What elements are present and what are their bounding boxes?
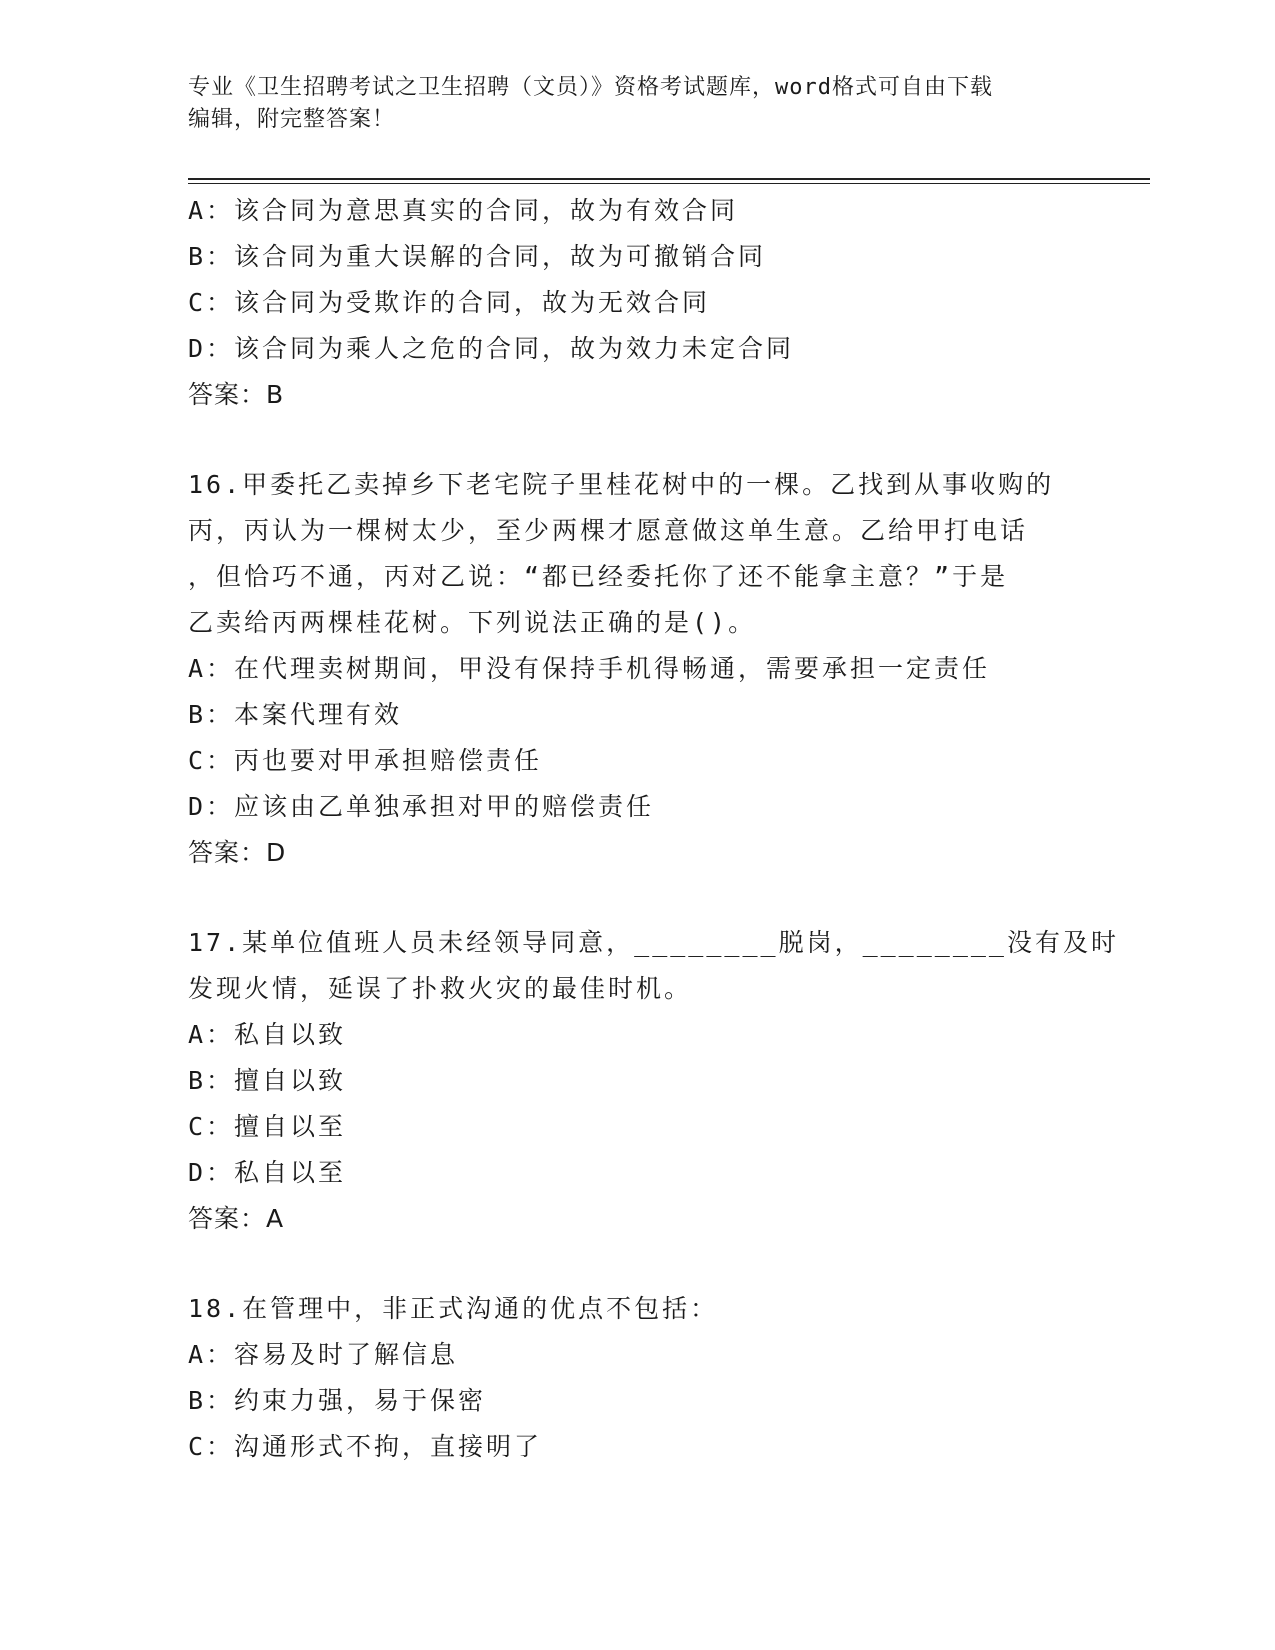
option-a: A：私自以致 <box>188 1020 347 1049</box>
option-c: C：沟通形式不拘，直接明了 <box>188 1432 543 1461</box>
answer: 答案：A <box>188 1204 285 1233</box>
header-rule-thin <box>188 183 1150 184</box>
question-text-line: 16.甲委托乙卖掉乡下老宅院子里桂花树中的一棵。乙找到从事收购的 <box>188 470 1055 499</box>
option-b: B：约束力强，易于保密 <box>188 1386 487 1415</box>
option-a: A：在代理卖树期间，甲没有保持手机得畅通，需要承担一定责任 <box>188 654 991 683</box>
question-text-line: 发现火情，延误了扑救火灾的最佳时机。 <box>188 974 693 1003</box>
option-c: C：丙也要对甲承担赔偿责任 <box>188 746 543 775</box>
option-c: C：擅自以至 <box>188 1112 347 1141</box>
option-a: A：容易及时了解信息 <box>188 1340 459 1369</box>
option-d: D：私自以至 <box>188 1158 347 1187</box>
answer: 答案：B <box>188 380 285 409</box>
header-line-1: 专业《卫生招聘考试之卫生招聘（文员）》资格考试题库，word格式可自由下载 <box>188 75 993 100</box>
option-d: D：该合同为乘人之危的合同，故为效力未定合同 <box>188 334 795 363</box>
question-text-line: 17.某单位值班人员未经领导同意，________脱岗，________没有及时 <box>188 928 1119 957</box>
question-list <box>188 188 1119 1470</box>
option-b: B：该合同为重大误解的合同，故为可撤销合同 <box>188 242 767 271</box>
header-line-2: 编辑，附完整答案！ <box>188 107 396 132</box>
question-text-line: 乙卖给丙两棵桂花树。下列说法正确的是()。 <box>188 608 757 637</box>
question-16 <box>188 462 1088 876</box>
option-b: B：本案代理有效 <box>188 700 403 729</box>
question-18 <box>188 1286 1088 1470</box>
option-d: D：应该由乙单独承担对甲的赔偿责任 <box>188 792 655 821</box>
answer: 答案：D <box>188 838 287 867</box>
header-rule-thick <box>188 178 1150 180</box>
question-text-line: 18.在管理中，非正式沟通的优点不包括： <box>188 1294 719 1323</box>
question-15 <box>188 188 1088 418</box>
option-a: A：该合同为意思真实的合同，故为有效合同 <box>188 196 739 225</box>
document-header <box>188 72 1068 136</box>
option-b: B：擅自以致 <box>188 1066 347 1095</box>
question-text-line: 丙，丙认为一棵树太少，至少两棵才愿意做这单生意。乙给甲打电话 <box>188 516 1029 545</box>
question-text-line: ，但恰巧不通，丙对乙说：“都已经委托你了还不能拿主意？”于是 <box>188 562 1009 591</box>
option-c: C：该合同为受欺诈的合同，故为无效合同 <box>188 288 711 317</box>
question-17 <box>188 920 1119 1242</box>
